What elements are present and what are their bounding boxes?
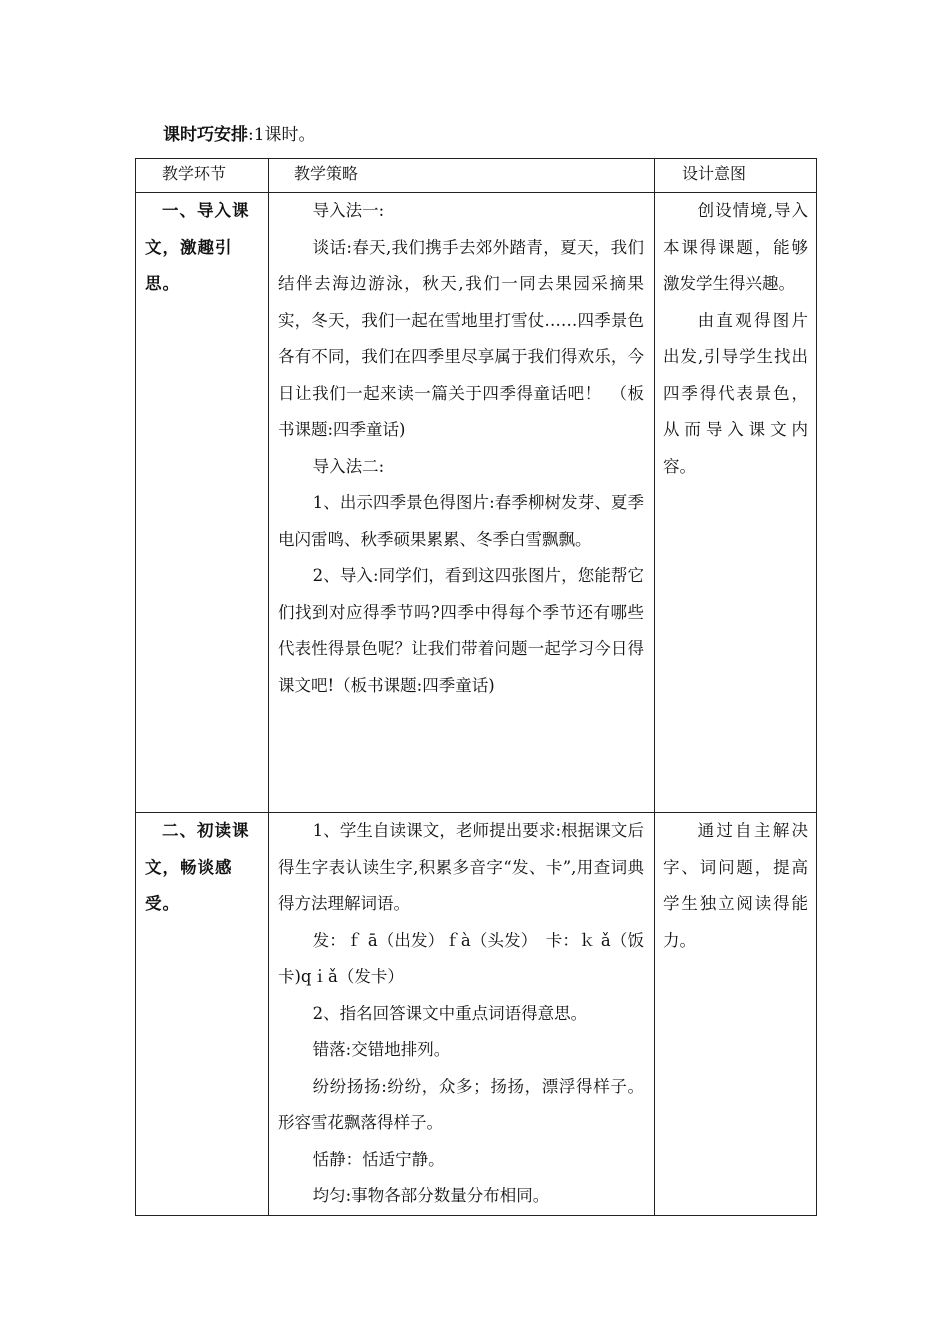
strategy-paragraph: 错落:交错地排列。 xyxy=(312,1040,451,1059)
table-row xyxy=(136,813,817,1216)
strategy-paragraph: 发：ｆ ā（出发）ｆà（头发） 卡：ｋ ǎ（饭卡)qｉǎ（发卡） xyxy=(278,930,644,986)
strategy-paragraph: 1、出示四季景色得图片:春季柳树发芽、夏季电闪雷鸣、秋季硕果累累、冬季白雪飘飘。 xyxy=(278,493,644,549)
lesson-arrangement xyxy=(163,122,316,148)
arrangement-label: 课时巧安排 xyxy=(163,125,248,145)
table-header-row xyxy=(136,159,817,193)
stage-title-rest: 文，激趣引思。 xyxy=(145,237,233,293)
header-teaching-strategy: 教学策略 xyxy=(269,159,655,193)
strategy-paragraph: 谈话:春天,我们携手去郊外踏青，夏天，我们结伴去海边游泳，秋天,我们一同去果园采摘果实，冬天，我们一起在雪地里打雪仗……四季景色各有不同，我们在四季里尽享属于我们得欢乐，今日让我们一起来读一篇关于四季得童话吧！ （板书课题:四季童话) xyxy=(278,237,644,439)
intent-paragraph: 通过自主解决字、词问题，提高学生独立阅读得能力。 xyxy=(663,821,808,950)
lesson-plan-table xyxy=(135,158,817,1216)
strategy-paragraph: 2、导入:同学们，看到这四张图片，您能帮它们找到对应得季节吗?四季中得每个季节还有哪些代表性得景色呢？让我们带着问题一起学习今日得课文吧!（板书课题:四季童话) xyxy=(278,566,644,695)
intent-paragraph: 创设情境,导入本课得课题，能够激发学生得兴趣。 xyxy=(663,201,808,293)
strategy-paragraph: 导入法一: xyxy=(312,201,385,220)
strategy-cell xyxy=(269,193,655,813)
header-design-intent: 设计意图 xyxy=(655,159,817,193)
intent-paragraph: 由直观得图片出发,引导学生找出四季得代表景色，从而导入课文内容。 xyxy=(663,310,808,476)
table-row xyxy=(136,193,817,813)
strategy-paragraph: 2、指名回答课文中重点词语得意思。 xyxy=(312,1003,588,1023)
arrangement-value: :1课时。 xyxy=(248,125,316,145)
strategy-paragraph: 1、学生自读课文，老师提出要求:根据课文后得生字表认读生字,积累多音字“发、卡”,用查词典得方法理解词语。 xyxy=(278,821,644,913)
stage-title-line1: 一、导入课 xyxy=(162,201,250,220)
stage-cell xyxy=(136,813,269,1216)
intent-cell xyxy=(655,813,817,1216)
stage-cell xyxy=(136,193,269,813)
stage-title-line1: 二、初读课 xyxy=(162,821,250,840)
stage-title-rest: 文，畅谈感受。 xyxy=(145,857,233,913)
header-teaching-stage: 教学环节 xyxy=(136,159,269,193)
strategy-paragraph: 恬静：恬适宁静。 xyxy=(312,1149,445,1169)
strategy-paragraph: 导入法二: xyxy=(312,456,385,476)
strategy-cell xyxy=(269,813,655,1216)
strategy-paragraph: 纷纷扬扬:纷纷，众多；扬扬，漂浮得样子。形容雪花飘落得样子。 xyxy=(278,1076,644,1132)
strategy-paragraph: 均匀:事物各部分数量分布相同。 xyxy=(312,1186,550,1205)
intent-cell xyxy=(655,193,817,813)
